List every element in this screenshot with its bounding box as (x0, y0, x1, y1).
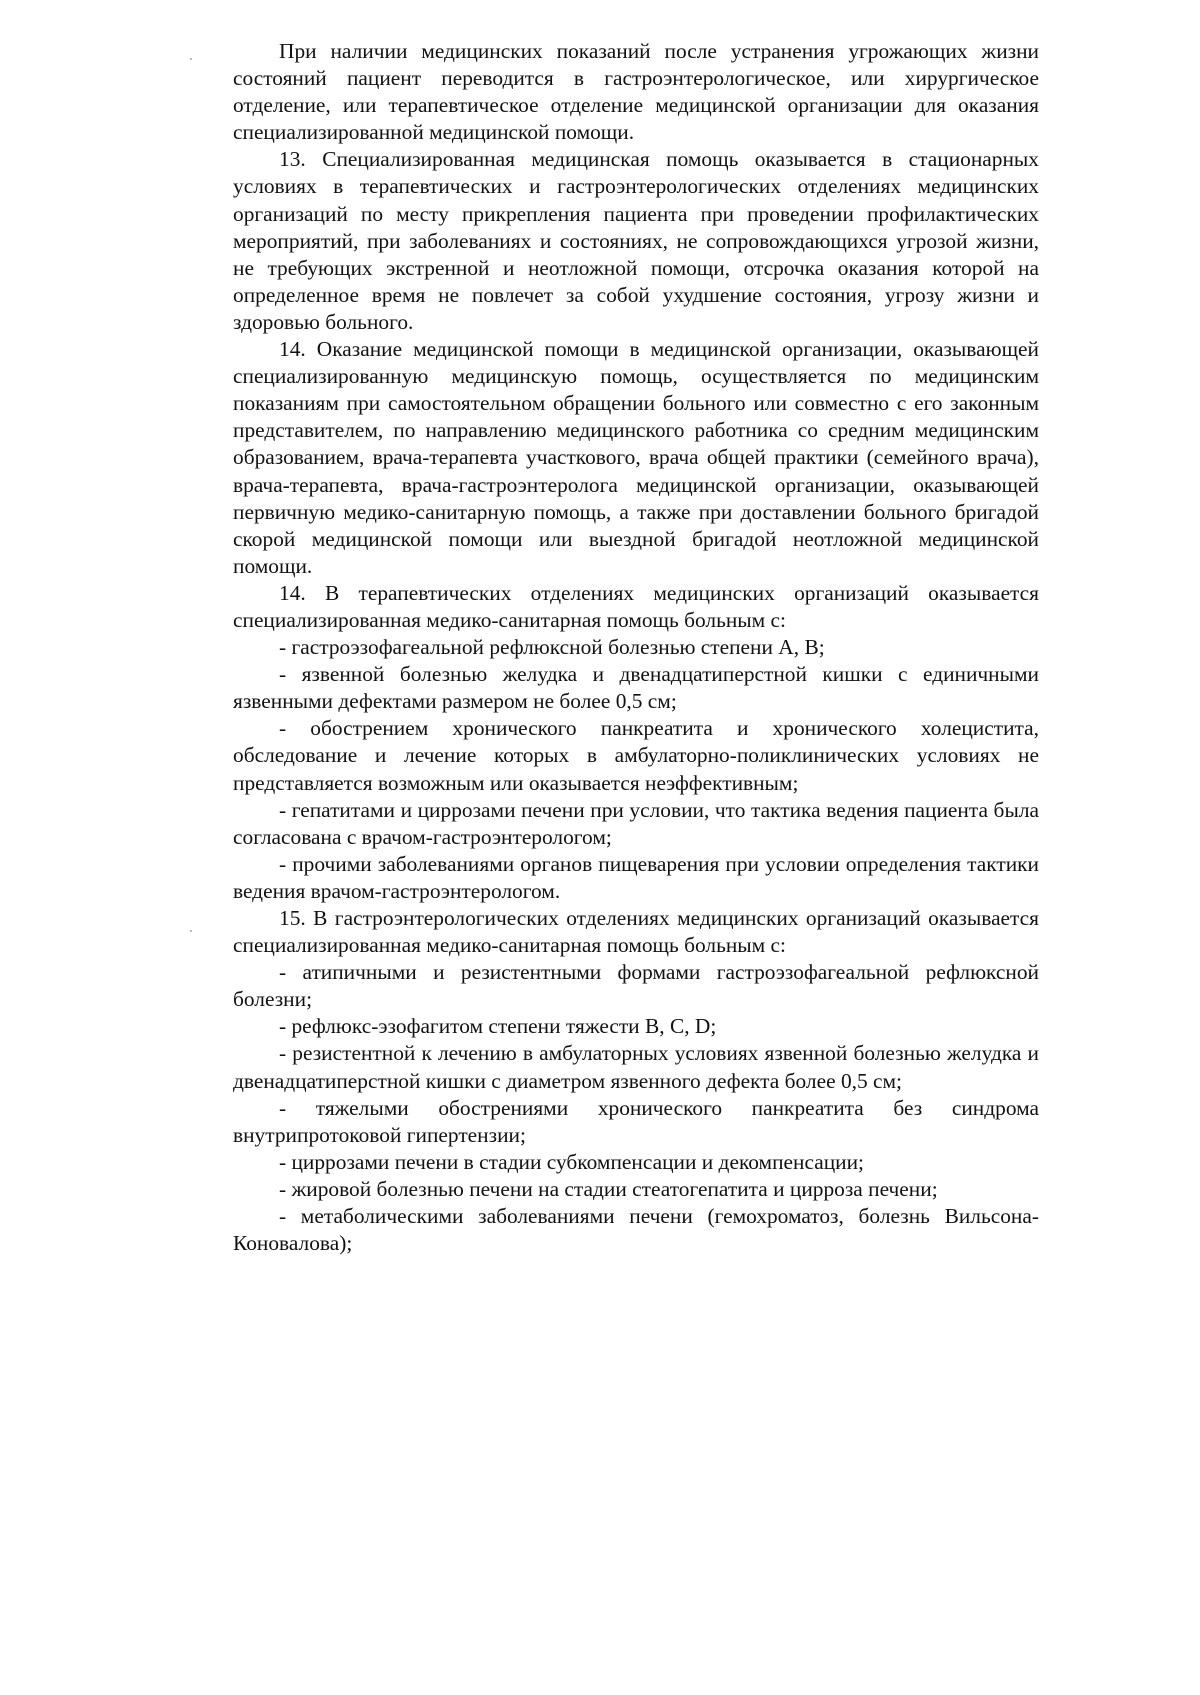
list-item: - прочими заболеваниями органов пищеварения при условии определения тактики ведения врачом-гастроэнтерологом. (233, 851, 1039, 903)
paragraph-14-care: 14. Оказание медицинской помощи в медицинской организации, оказывающей специализированную медицинскую помощь, осуществляется по медицинским показаниям при самостоятельном обращении больного или совместно с его законным представителем, по направлению медицинского работника со средним медицинским образованием, врача-терапевта участкового, врача общей практики (семейного врача), врача-терапевта, врача-гастроэнтеролога медицинской организации, оказывающей первичную медико-санитарную помощь, а также при доставлении больного бригадой скорой медицинской помощи или выездной бригадой неотложной медицинской помощи. (233, 337, 1039, 578)
paragraph-transfer: При наличии медицинских показаний после устранения угрожающих жизни состояний пациент переводится в гастроэнтерологическое, или хирургическое отделение, или терапевтическое отделение медицинской организации для оказания специализированной медицинской помощи. (233, 39, 1039, 145)
list-item: - жировой болезнью печени на стадии стеатогепатита и цирроза печени; (279, 1176, 938, 1201)
paragraph-13: 13. Специализированная медицинская помощь оказывается в стационарных условиях в терапевтических и гастроэнтерологических отделениях медицинских организаций по месту прикрепления пациента при проведении профилактических мероприятий, при заболеваниях и состояниях, не сопровождающихся угрозой жизни, не требующих экстренной и неотложной помощи, отсрочка оказания которой на определенное время не повлечет за собой ухудшение состояния, угрозу жизни и здоровью больного. (233, 147, 1039, 334)
list-item: - гепатитами и циррозами печени при условии, что тактика ведения пациента была согласована с врачом-гастроэнтерологом; (233, 797, 1039, 849)
list-item: - гастроэзофагеальной рефлюксной болезнью степени А, В; (279, 635, 825, 660)
list-item: - метаболическими заболеваниями печени (гемохроматоз, болезнь Вильсона-Коновалова); (233, 1204, 1039, 1256)
list-item: - тяжелыми обострениями хронического панкреатита без синдрома внутрипротоковой гипертензии; (233, 1095, 1039, 1147)
list-item: - обострением хронического панкреатита и хронического холецистита, обследование и лечение которых в амбулаторно-поликлинических условиях не представляется возможным или оказывается неэффективным; (233, 716, 1039, 795)
list-item: - язвенной болезнью желудка и двенадцатиперстной кишки с единичными язвенными дефектами размером не более 0,5 см; (233, 662, 1039, 714)
scan-speck (190, 58, 192, 60)
document-body (233, 38, 1039, 1257)
list-item: - атипичными и резистентными формами гастроэзофагеальной рефлюксной болезни; (233, 960, 1039, 1012)
paragraph-14-therapeutic: 14. В терапевтических отделениях медицинских организаций оказывается специализированная медико-санитарная помощь больным с: (233, 580, 1039, 632)
scan-speck (190, 930, 192, 932)
list-item: - циррозами печени в стадии субкомпенсации и декомпенсации; (279, 1149, 864, 1174)
paragraph-15: 15. В гастроэнтерологических отделениях медицинских организаций оказывается специализированная медико-санитарная помощь больным с: (233, 906, 1039, 958)
list-item: - рефлюкс-эзофагитом степени тяжести В, С, D; (279, 1014, 717, 1039)
list-item: - резистентной к лечению в амбулаторных условиях язвенной болезнью желудка и двенадцатиперстной кишки с диаметром язвенного дефекта более 0,5 см; (233, 1041, 1039, 1093)
